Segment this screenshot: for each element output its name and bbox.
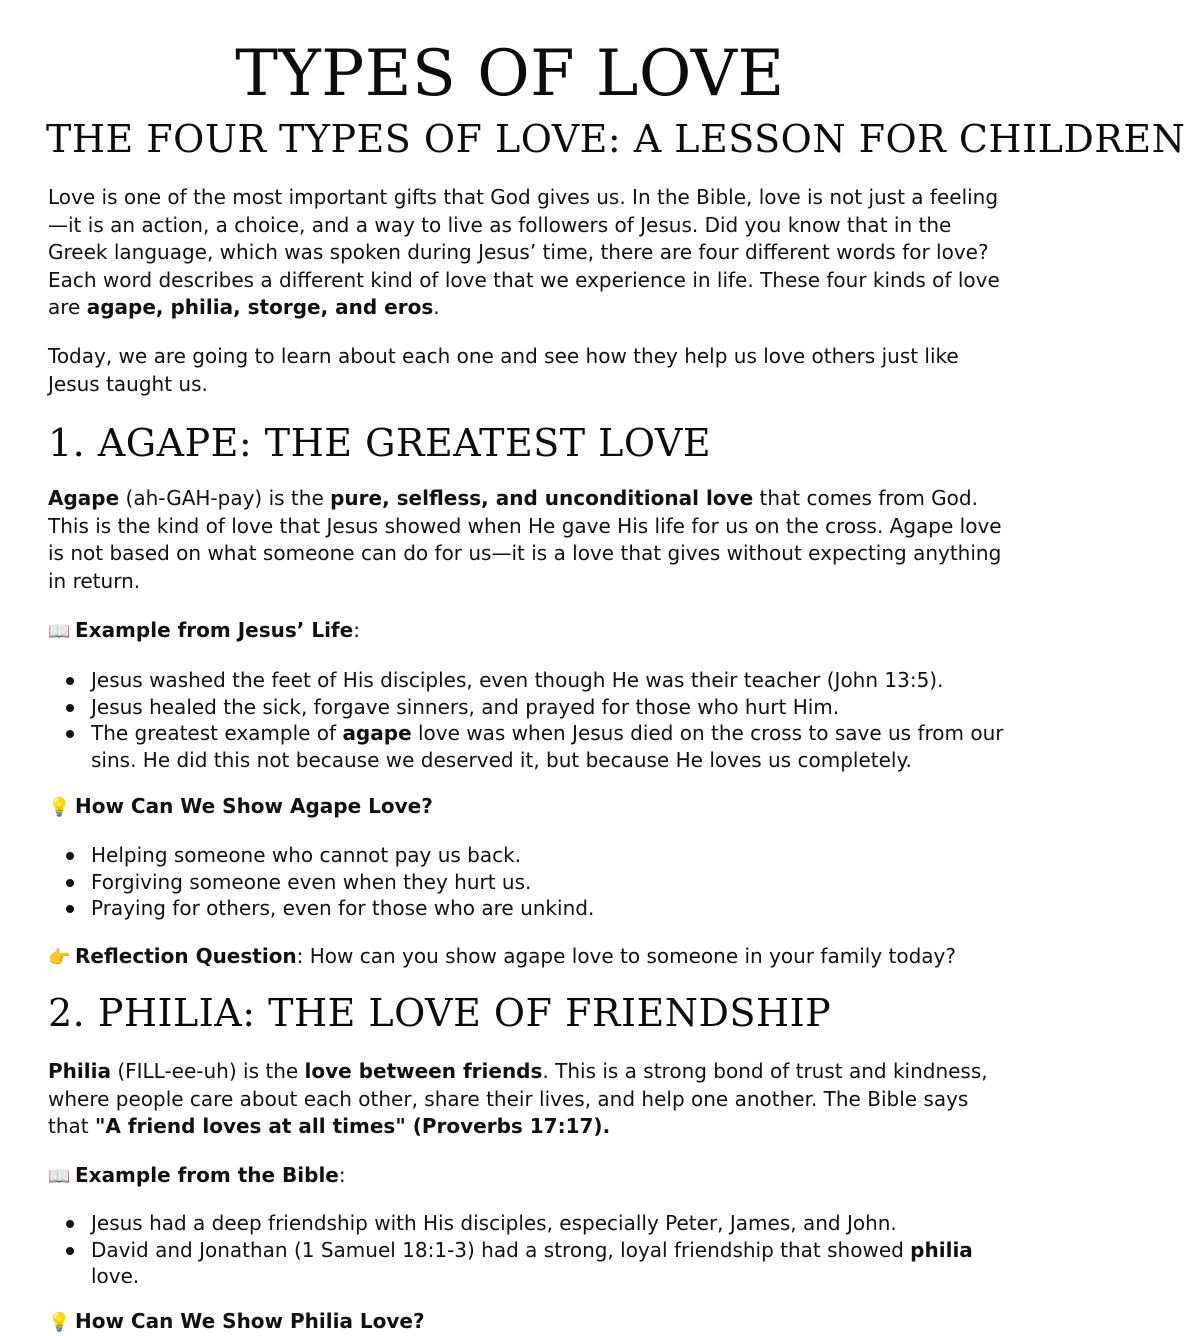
page-title: TYPES OF LOVE — [235, 37, 785, 111]
intro-text: Love is one of the most important gifts that God gives us. In the Bible, love is not just a feeling—it is an action, a choice, and a way to live as followers of Jesus. Did you know that in the Greek language, which was spoken during Jesus’ time, there are four different words for love? Each word describes a different kind of love that we experience in life. These four kinds of love are — [48, 185, 1000, 320]
philia-heading: 2. PHILIA: THE LOVE OF FRIENDSHIP — [48, 991, 832, 1035]
philia-show-label-text: How Can We Show Philia Love? — [75, 1309, 425, 1333]
philia-show-label — [48, 1308, 425, 1336]
philia-example-list — [48, 1210, 1014, 1290]
list-item — [48, 720, 1014, 773]
philia-emphasis: love between friends — [304, 1059, 543, 1083]
agape-pronunciation: (ah-GAH-pay) is the — [119, 486, 331, 510]
list-item: Forgiving someone even when they hurt us. — [48, 869, 1014, 896]
list-item: Jesus healed the sick, forgave sinners, and prayed for those who hurt Him. — [48, 694, 1014, 721]
philia-definition-text: . This is a strong bond of trust and kindness, where people care about each other, share their lives, and help one another. The Bible says that — [48, 1059, 988, 1139]
list-item: Praying for others, even for those who are unkind. — [48, 895, 1014, 922]
agape-definition-text: that comes from God. This is the kind of love that Jesus showed when He gave His life for us on the cross. Agape love is not based on what someone can do for us—it is a love that gives without expecting anything in return. — [48, 486, 1002, 593]
agape-emphasis: pure, selfless, and unconditional love — [330, 486, 754, 510]
list-item: Jesus had a deep friendship with His disciples, especially Peter, James, and John. — [48, 1210, 1014, 1237]
open-book-icon: 📖 — [48, 621, 71, 642]
open-book-icon: 📖 — [48, 1166, 71, 1187]
intro-period: . — [433, 295, 440, 320]
light-bulb-icon: 💡 — [48, 797, 71, 818]
agape-example-3-end: love was when Jesus died on the cross to save us from our sins. He did this not because we deserved it, but because He loves us completely. — [91, 721, 1004, 772]
page-subtitle: THE FOUR TYPES OF LOVE: A LESSON FOR CHILDREN — [46, 117, 1185, 161]
agape-example-label-text: Example from Jesus’ Life — [75, 618, 354, 642]
philia-example-2-bold: philia — [910, 1237, 973, 1262]
intro-love-types: agape, philia, storge, and eros — [86, 295, 434, 320]
list-item: Helping someone who cannot pay us back. — [48, 842, 1014, 869]
agape-heading: 1. AGAPE: THE GREATEST LOVE — [48, 421, 712, 465]
agape-example-3-bold: agape — [342, 721, 412, 745]
agape-show-label — [48, 793, 433, 821]
philia-example-label-text: Example from the Bible — [75, 1163, 339, 1187]
agape-term: Agape — [48, 486, 120, 510]
reflection-label: Reflection Question — [75, 944, 297, 968]
agape-example-label — [48, 617, 360, 645]
philia-term: Philia — [48, 1059, 111, 1083]
agape-example-colon: : — [353, 618, 360, 642]
philia-example-label — [48, 1162, 346, 1190]
list-item — [48, 1237, 1014, 1290]
philia-definition — [48, 1058, 1014, 1141]
pointing-hand-icon: 👉 — [48, 947, 71, 968]
intro-paragraph-2: Today, we are going to learn about each one and see how they help us love others just like Jesus taught us. — [48, 344, 959, 396]
agape-reflection — [48, 943, 956, 971]
intro-paragraph — [48, 184, 1014, 322]
philia-example-2-start: David and Jonathan (1 Samuel 18:1-3) had a strong, loyal friendship that showed — [91, 1237, 911, 1262]
list-item: Jesus washed the feet of His disciples, even though He was their teacher (John 13:5). — [48, 667, 1014, 694]
philia-example-colon: : — [338, 1163, 346, 1187]
philia-scripture-quote: "A friend loves at all times" (Proverbs 17:17). — [94, 1114, 611, 1139]
agape-example-3-start: The greatest example of — [91, 721, 343, 745]
agape-definition — [48, 485, 1014, 595]
agape-show-label-text: How Can We Show Agape Love? — [75, 794, 433, 818]
agape-show-list — [48, 842, 1014, 922]
philia-example-2-end: love. — [91, 1264, 140, 1288]
agape-example-list — [48, 667, 1014, 773]
reflection-question: : How can you show agape love to someone in your family today? — [296, 944, 956, 968]
light-bulb-icon: 💡 — [48, 1312, 71, 1333]
philia-pronunciation: (FILL-ee-uh) is the — [110, 1059, 305, 1083]
